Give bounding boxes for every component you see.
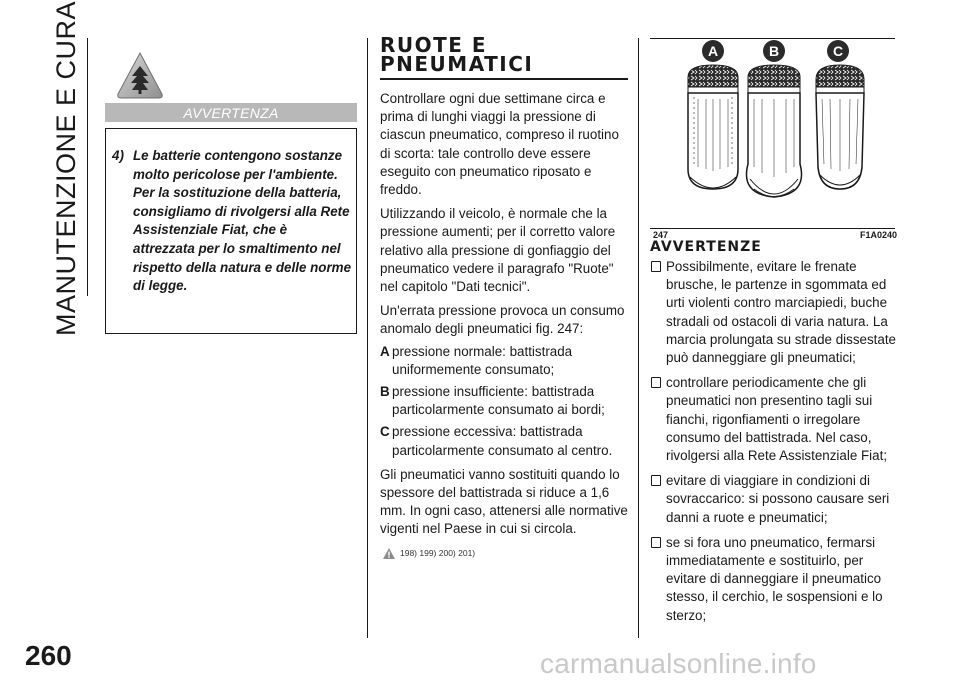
pressure-list [380,343,630,460]
section-title-text: MANUTENZIONE E CURA [51,0,82,336]
section-divider [87,38,88,296]
paragraph-replace-tyres: Gli pneumatici vanno sostituiti quando lo spessore del battistrada si riduce a 1,6 mm. In ogni caso, attenersi alle normative vigenti nel Paese in cui si circola. [380,466,628,537]
list-item-key: A [380,343,390,359]
tyre-a [688,40,738,189]
tyre-illustration [650,39,895,227]
warning-note [112,147,352,296]
section-title [47,0,87,336]
heading-line-1: RUOTE E [380,33,488,57]
list-item-text: pressione insufficiente: battistrada particolarmente consumato ai bordi; [392,384,605,418]
checkbox-bullet-icon [651,537,661,548]
page-number: 260 [25,640,72,671]
warnings-heading: AVVERTENZE [650,239,762,255]
figure-code: F1A0240 [860,230,898,240]
tyre-wear-figure [650,38,895,228]
list-item-text: pressione normale: battistrada uniformemente consumato; [392,343,573,377]
paragraph-pressure-increase: Utilizzando il veicolo, è normale che la pressione aumenti; per il corretto valore relativo alla pressione di gonfiaggio del pneumatico vedere il paragrafo "Ruote" nel capitolo "Dati tecnici". [380,206,616,295]
bullet-text: Possibilmente, evitare le frenate brusche, le partenze in sgommata ed urti violenti contro marciapiedi, buche stradali od ostacoli di varia natura. La marcia prolungata su strade dissestate può danneggiare gli pneumatici; [666,259,896,366]
checkbox-bullet-icon [651,261,661,272]
checkbox-bullet-icon [651,377,661,388]
tyre-b [746,40,801,197]
bullet-text: controllare periodicamente che gli pneumatici non presentino tagli sui fianchi, rigonfiamenti o irregolare consumo del battistrada. Nel caso, rivolgersi alla Rete Assistenziale Fiat; [666,375,888,464]
warning-header-text: AVVERTENZA [183,104,279,121]
figure-bottom-rule [650,228,895,229]
column-divider [638,38,639,638]
list-item-text: pressione eccessiva: battistrada particolarmente consumato al centro. [392,424,613,458]
warning-header [105,103,357,122]
tyre-b-label: B [768,43,780,59]
tyre-warnings [650,238,900,632]
heading-line-2: PNEUMATICI [380,52,534,76]
section-heading [380,33,630,76]
watermark: carmanualsonline.info [540,648,817,679]
bullet-text: evitare di viaggiare in condizioni di sovraccarico: si possono causare seri danni a ruote e pneumatici; [666,473,890,525]
list-item [650,534,900,625]
tyre-c-label: C [832,43,844,59]
list-item [650,374,900,465]
list-item-key: B [380,384,390,400]
warning-box [105,128,357,334]
column-divider [367,38,368,638]
list-item [380,343,630,379]
warning-note-text: Le batterie contengono sostanze molto pericolose per l'ambiente. Per la sostituzione della batteria, consigliamo di rivolgersi alla Rete Assistenziale Fiat, che è attrezzata per lo smaltimento nel rispetto della natura e delle norme di legge. [133,148,352,294]
tyre-c [816,40,864,189]
bullet-text: se si fora uno pneumatico, fermarsi immediatamente e sostituirlo, per evitare di danneggiare il pneumatico stesso, il cerchio, le sospensioni e lo sterzo; [666,534,883,623]
tyres-section [380,33,630,560]
warning-note-number: 4) [112,148,124,163]
list-item [650,258,900,367]
heading-rule [380,78,628,80]
environment-warning-icon [115,50,165,104]
list-item [380,423,630,459]
warning-references [382,547,630,560]
tyre-a-label: A [707,43,719,59]
warning-triangle-icon [382,547,396,560]
checkbox-bullet-icon [651,475,661,486]
figure-number: 247 [653,230,669,240]
paragraph-check-pressure: Controllare ogni due settimane circa e prima di lunghi viaggi la pressione di ciascun pneumatico, compreso il ruotino di scorta: tale controllo deve essere eseguito con pneumatico riposato e freddo. [380,91,619,198]
paragraph-wrong-pressure: Un'errata pressione provoca un consumo anomalo degli pneumatici fig. 247: [380,303,625,337]
list-item-key: C [380,424,390,440]
references-text: 198) 199) 200) 201) [400,548,476,559]
list-item [380,383,630,419]
list-item [650,472,900,527]
